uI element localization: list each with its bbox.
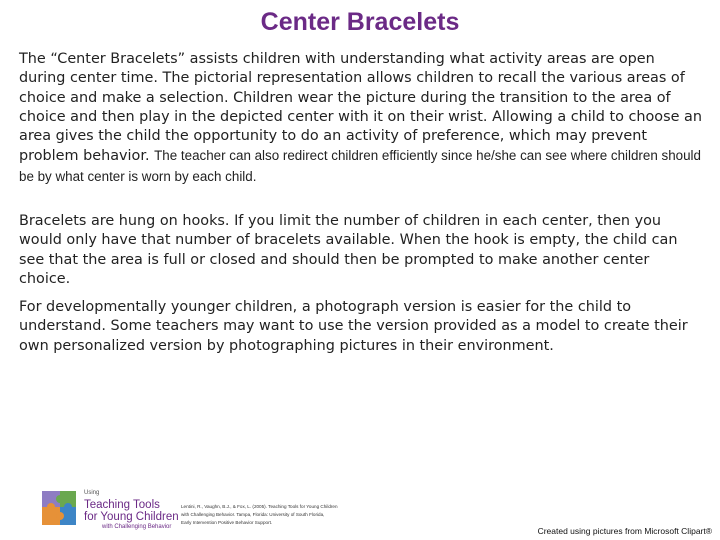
citation-line: Early Intervention Positive Behavior Support. (181, 520, 273, 525)
logo-line-young-children: for Young Children (84, 511, 179, 523)
citation-line: with Challenging Behavior. Tampa, Florida: University of South Florida, (181, 512, 325, 517)
paragraph-intro (19, 50, 703, 187)
citation-line: Lentini, R., Vaughn, B.J., & Fox, L. (2005). Teaching Tools for Young Children (181, 504, 338, 509)
logo-line-teaching-tools: Teaching Tools (84, 499, 160, 511)
logo-line-using: Using (84, 490, 100, 496)
clipart-credit: Created using pictures from Microsoft Clipart® (537, 526, 712, 536)
paragraph-intro-small: The teacher can also redirect children efficiently since he/she can see where children should be by what center is worn by each child. (19, 148, 701, 184)
paragraph-hooks: Bracelets are hung on hooks. If you limit the number of children in each center, then you would only have that number of bracelets available. When the hook is empty, the child can see that the area is full or closed and should then be prompted to make another center choice. (19, 213, 678, 287)
logo-line-challenging-behavior: with Challenging Behavior (102, 524, 172, 530)
paragraph-intro-main: The “Center Bracelets” assists children with understanding what activity areas are open during center time. The pictorial representation allows children to recall the various areas of choice and make a selection. Children wear the picture during the transition to the area of choice and then play in the depicted center with it on their wrist. Allowing a child to choose an area gives the child the opportunity to do an activity of preference, which may prevent problem behavior. (19, 51, 702, 165)
page-title: Center Bracelets (260, 8, 460, 36)
paragraph-photo-version: For developmentally younger children, a photograph version is easier for the child to understand. Some teachers may want to use the version provided as a model to create their own personalized version by photographing pictures in their environment. (19, 299, 688, 354)
citation (181, 503, 411, 527)
teaching-tools-logo (40, 487, 179, 531)
puzzle-icon (40, 487, 84, 531)
